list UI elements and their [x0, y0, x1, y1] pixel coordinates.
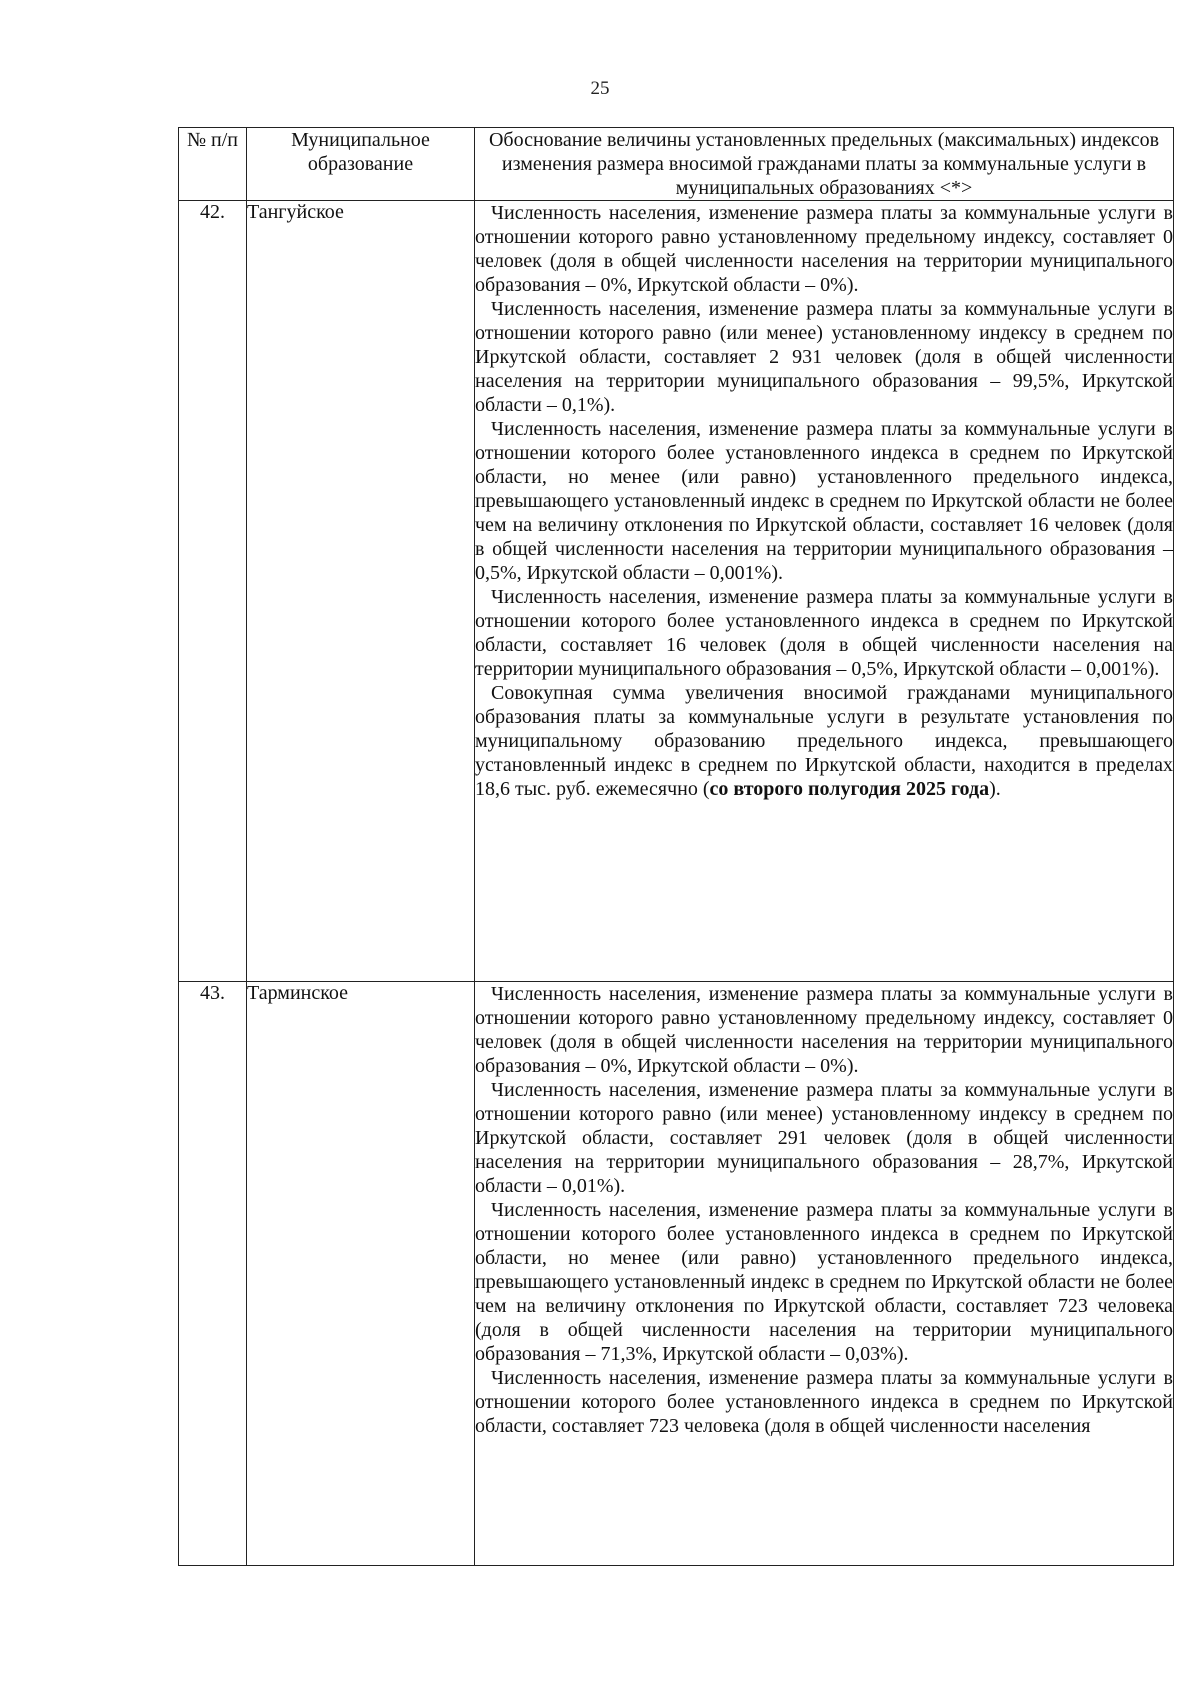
row-number: 42. [179, 201, 247, 982]
header-justification: Обоснование величины установленных предельных (максимальных) индексов изменения размера вносимой гражданами платы за коммунальные услуги в муниципальных образованиях <*> [475, 128, 1174, 201]
justification-paragraph: Численность населения, изменение размера платы за коммунальные услуги в отношении которого более установленного индекса в среднем по Иркутской области, составляет 723 человека (доля в общей численности населения [475, 1367, 1173, 1437]
justification-paragraph: Численность населения, изменение размера платы за коммунальные услуги в отношении которого более установленного индекса в среднем по Иркутской области, но менее (или равно) установленного предельного индекса, превышающего установленный индекс в среднем по Иркутской области не более чем на величину отклонения по Иркутской области, составляет 16 человек (доля в общей численности населения на территории муниципального образования – 0,5%, Иркутской области – 0,001%). [475, 418, 1173, 584]
municipal-index-table [178, 127, 1174, 1566]
header-municipality: Муниципальное образование [247, 128, 475, 201]
justification-paragraph: Численность населения, изменение размера платы за коммунальные услуги в отношении которого более установленного индекса в среднем по Иркутской области, но менее (или равно) установленного предельного индекса, превышающего установленный индекс в среднем по Иркутской области не более чем на величину отклонения по Иркутской области, составляет 723 человека (доля в общей численности населения на территории муниципального образования – 71,3%, Иркутской области – 0,03%). [475, 1199, 1173, 1365]
row-number: 43. [179, 982, 247, 1566]
total-sum-end: ). [989, 778, 1001, 800]
table-row [179, 982, 1174, 1566]
justification-paragraph: Численность населения, изменение размера платы за коммунальные услуги в отношении которого равно установленному предельному индексу, составляет 0 человек (доля в общей численности населения на территории муниципального образования – 0%, Иркутской области – 0%). [475, 202, 1173, 296]
justification-paragraph: Численность населения, изменение размера платы за коммунальные услуги в отношении которого равно установленному предельному индексу, составляет 0 человек (доля в общей численности населения на территории муниципального образования – 0%, Иркутской области – 0%). [475, 983, 1173, 1077]
total-sum-text: Совокупная сумма увеличения вносимой гражданами муниципального образования платы за коммунальные услуги в результате установления по муниципальному образованию предельного индекса, превышающего установленный индекс в среднем по Иркутской области, находится в пределах 18,6 тыс. руб. ежемесячно ( [475, 682, 1173, 800]
row-justification [475, 982, 1174, 1566]
row-municipality: Тарминское [247, 982, 475, 1566]
table-header-row [179, 128, 1174, 201]
justification-paragraph: Численность населения, изменение размера платы за коммунальные услуги в отношении которого равно (или менее) установленному индексу в среднем по Иркутской области, составляет 291 человек (доля в общей численности населения на территории муниципального образования – 28,7%, Иркутской области – 0,01%). [475, 1079, 1173, 1197]
row-justification [475, 201, 1174, 982]
justification-paragraph: Численность населения, изменение размера платы за коммунальные услуги в отношении которого равно (или менее) установленному индексу в среднем по Иркутской области, составляет 2 931 человек (доля в общей численности населения на территории муниципального образования – 99,5%, Иркутской области – 0,1%). [475, 298, 1173, 416]
justification-paragraph: Численность населения, изменение размера платы за коммунальные услуги в отношении которого более установленного индекса в среднем по Иркутской области, составляет 16 человек (доля в общей численности населения на территории муниципального образования – 0,5%, Иркутской области – 0,001%). [475, 586, 1173, 680]
page-number: 25 [590, 78, 610, 99]
row-municipality: Тангуйское [247, 201, 475, 982]
table-row [179, 201, 1174, 982]
total-sum-paragraph [475, 681, 1173, 801]
total-sum-period: со второго полугодия 2025 года [709, 778, 990, 800]
header-number: № п/п [179, 128, 247, 201]
justification-clip [475, 982, 1173, 1565]
